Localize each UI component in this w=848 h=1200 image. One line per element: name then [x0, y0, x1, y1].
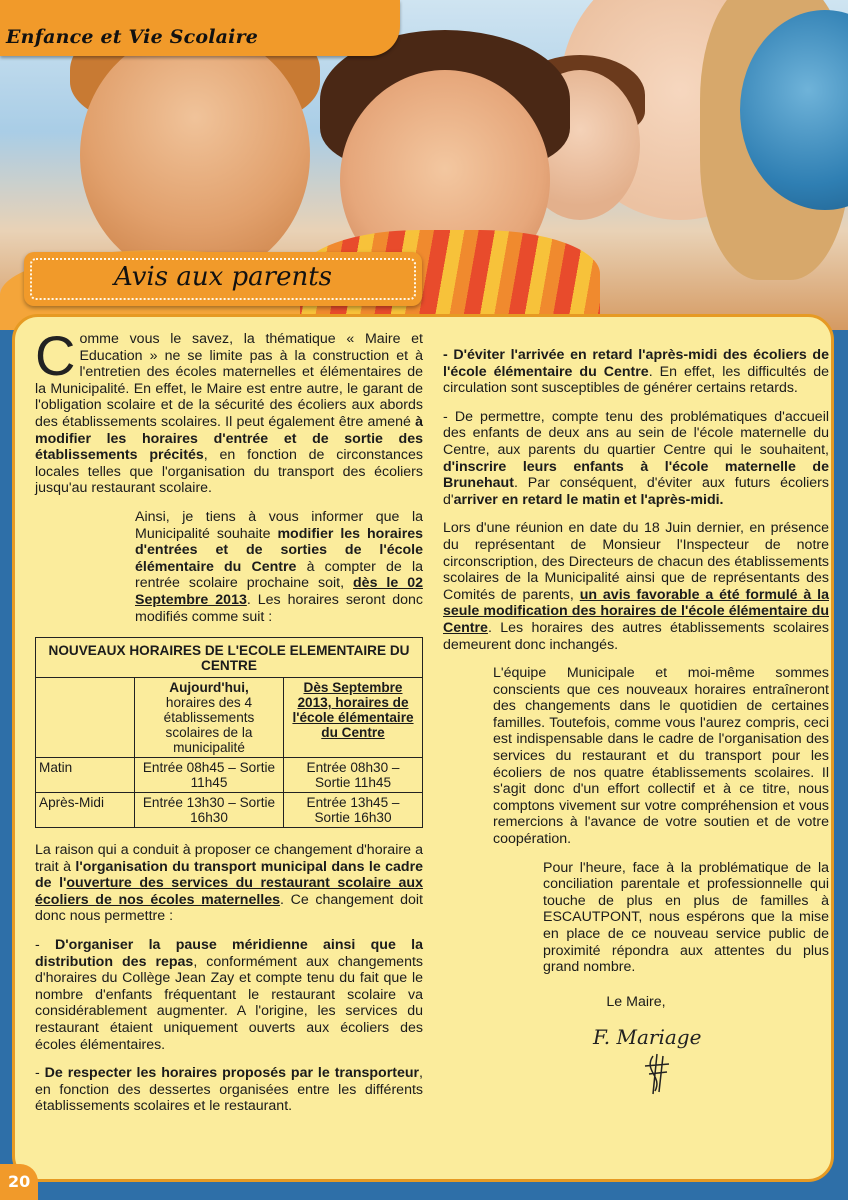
- page-number-tab: [0, 1164, 38, 1200]
- paragraph: Ainsi, je tiens à vous informer que la Municipalité souhaite modifier les horaires d'entrées et de sorties de l'école élémentaire du Centre à compter de la rentrée scolaire prochaine soit, dès le 02 Septembre 2013. Les horaires seront donc modifiés comme suit :: [135, 508, 423, 625]
- paragraph: Comme vous le savez, la thématique « Maire et Education » ne se limite pas à la construction et à l'entretien des écoles maternelles et élémentaires de la Municipalité. En effet, le Maire est entre autre, le garant de l'obligation scolaire et de la sécurité des écoliers aux abords des établissements scolaires. Il peut également être amené à modifier les horaires d'entrée et de sortie des établissements précités, en fonction de circonstances locales telles que l'organisation du transport des écoliers jusqu'au restaurant scolaire.: [35, 324, 424, 497]
- right-column: [443, 347, 829, 1095]
- paragraph: L'équipe Municipale et moi-même sommes conscients que ces nouveaux horaires entraîneront des changements dans le quotidien de certaines familles. Toutefois, comme vous l'aurez compris, ceci est indispensable dans le cadre de l'organisation des services du restaurant et du transport pour les écoliers de nos quatre établissements scolaires. Il s'agit donc d'un effort collectif et à ce titre, nous comptons vivement sur votre compréhension et vous remercions à l'avance de votre soutien et de votre coopération.: [493, 665, 829, 848]
- paragraph: Lors d'une réunion en date du 18 Juin dernier, en présence du représentant de Monsieur l'Inspecteur de notre circonscription, des Directeurs de chacun des établissements scolaires de la Municipalité ainsi que de représentants des Comités de parents, un avis favorable a été formulé à la seule modification des horaires de l'école élémentaire du Centre. Les horaires des autres établissements scolaires demeurent donc inchangés.: [443, 520, 829, 653]
- column-header-today: Aujourd'hui, horaires des 4 établissements scolaires de la municipalité: [135, 678, 284, 758]
- section-title: Enfance et Vie Scolaire: [6, 26, 259, 48]
- paragraph: Pour l'heure, face à la problématique de la conciliation parentale et professionnelle qui touche de plus en plus de familles à ESCAUTPONT, nous espérons que la mise en place de ce nouveau service public de proximité répondra aux attentes du plus grand nombre.: [543, 859, 829, 976]
- signature: [583, 1016, 743, 1096]
- table-title: NOUVEAUX HORAIRES DE L'ECOLE ELEMENTAIRE DU CENTRE: [36, 638, 423, 678]
- schedule-table: [35, 637, 423, 828]
- section-tab: [0, 0, 400, 56]
- title-banner: [24, 252, 422, 306]
- page-title: Avis aux parents: [113, 262, 332, 292]
- left-column: [35, 324, 424, 1127]
- paragraph: La raison qui a conduit à proposer ce changement d'horaire a trait à l'organisation du transport municipal dans le cadre de l'ouverture des services du restaurant scolaire aux écoliers de nos écoles maternelles. Ce changement doit donc nous permettre :: [35, 842, 423, 925]
- paragraph: - De permettre, compte tenu des problématiques d'accueil des enfants de deux ans au sein de l'école maternelle du Centre, aux parents du quartier Centre qui le souhaitent, d'inscrire leurs enfants à l'école maternelle de Brunehaut. Par conséquent, d'éviter aux futurs écoliers d'arriver en retard le matin et l'après-midi.: [443, 408, 829, 508]
- signature-text: F. Mariage: [593, 1025, 702, 1050]
- table-row: Après-Midi Entrée 13h30 – Sortie 16h30 Entrée 13h45 – Sortie 16h30: [36, 793, 423, 828]
- page-number: 20: [8, 1172, 31, 1191]
- paragraph: - D'organiser la pause méridienne ainsi que la distribution des repas, conformément aux changements d'horaires du Collège Jean Zay et compte tenu du fait que le nombre d'enfants fréquentant le restaurant scolaire va considérablement augmenter. A l'origine, les services du restaurant étaient uniquement ouverts aux écoliers des écoles élémentaires.: [35, 937, 423, 1053]
- paragraph: - D'éviter l'arrivée en retard l'après-midi des écoliers de l'école élémentaire du Centre. En effet, les difficultés de circulation sont susceptibles de générer certains retards.: [443, 347, 829, 397]
- table-row: Matin Entrée 08h45 – Sortie 11h45 Entrée 08h30 – Sortie 11h45: [36, 758, 423, 793]
- article-box: [12, 314, 834, 1182]
- column-header-september: Dès Septembre 2013, horaires de l'école élémentaire du Centre: [284, 678, 423, 758]
- signature-scribble: [645, 1054, 669, 1094]
- paragraph: - De respecter les horaires proposés par le transporteur, en fonction des dessertes organisées entre les différents établissements scolaires et le restaurant.: [35, 1065, 423, 1115]
- drop-cap: C: [35, 324, 76, 387]
- closing: Le Maire,: [606, 993, 666, 1010]
